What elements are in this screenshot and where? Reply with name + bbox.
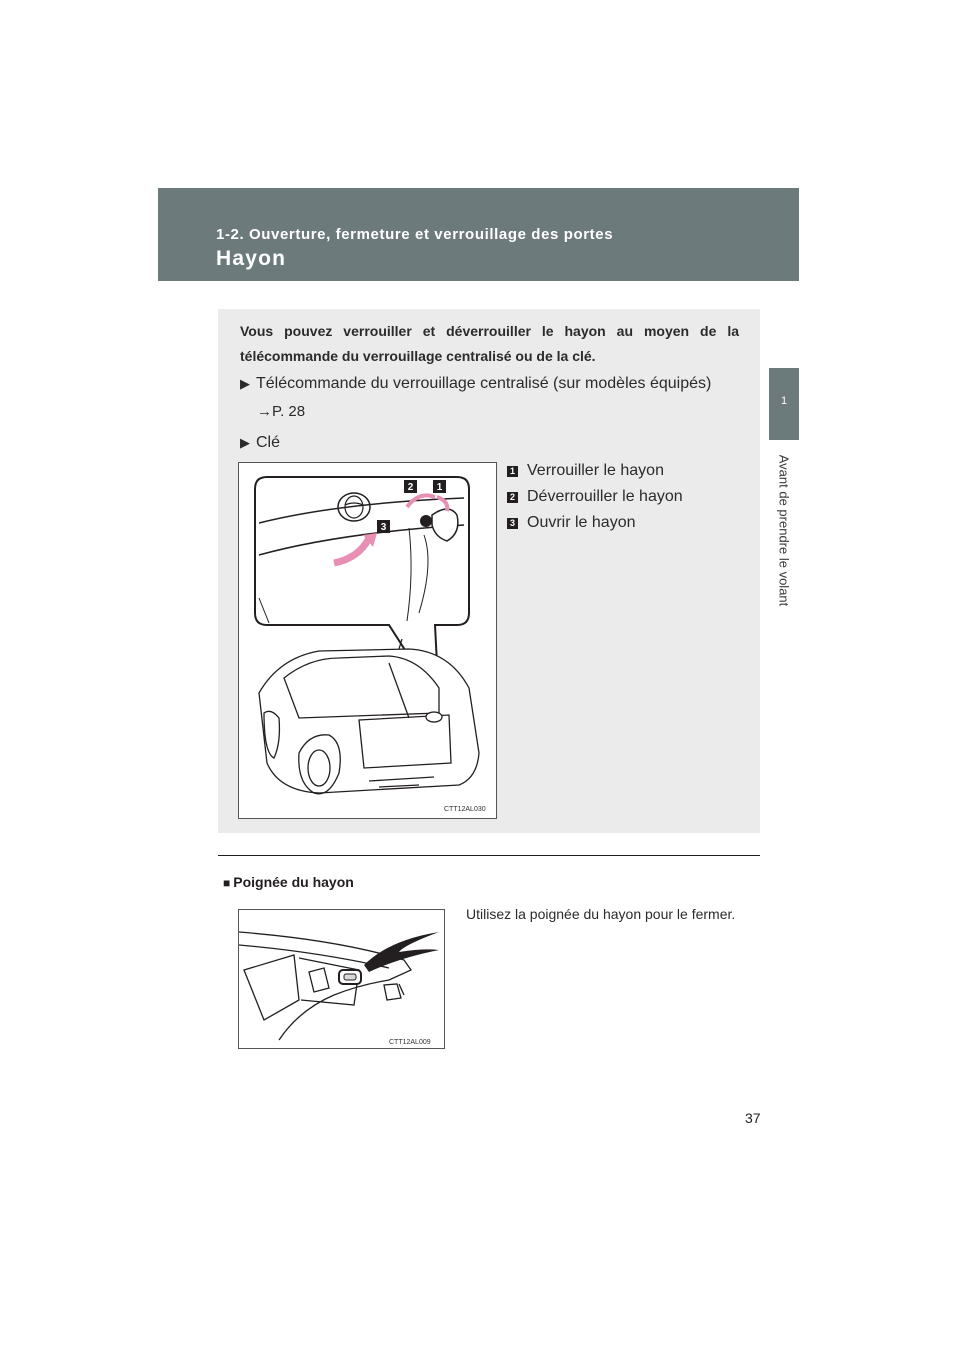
chapter-number: 1 (780, 395, 788, 407)
bullet-remote (240, 375, 711, 393)
hatch-key-svg (239, 463, 496, 818)
figure-code: CTT12AL030 (444, 806, 486, 813)
number-badge: 1 (507, 466, 518, 477)
subsection-heading (223, 874, 354, 890)
section-title: 1-2. Ouverture, fermeture et verrouillage des portes (216, 226, 614, 243)
legend-text: Verrouiller le hayon (527, 462, 664, 479)
figure2-code: CTT12AL009 (389, 1039, 431, 1046)
section-header (158, 188, 799, 281)
hatch-key-illustration (238, 462, 497, 819)
callout-3: 3 (380, 522, 387, 533)
legend-text: Déverrouiller le hayon (527, 488, 683, 505)
right-triangle-icon: ▶ (240, 435, 250, 450)
number-badge: 3 (507, 518, 518, 529)
bullet-key-text: Clé (256, 434, 281, 451)
lock-cylinder-icon (420, 515, 432, 527)
intro-paragraph: Vous pouvez verrouiller et déverrouiller le hayon au moyen de la télécommande du verrouillage centralisé ou de la clé. (240, 323, 739, 364)
bullet-remote-text: Télécommande du verrouillage centralisé (sur modèles équipés) (256, 375, 712, 392)
page-title: Hayon (216, 247, 287, 270)
hatch-handle-svg (239, 910, 444, 1048)
chapter-tab (769, 368, 799, 440)
car-illustration (259, 639, 479, 794)
handle-description: Utilisez la poignée du hayon pour le fermer. (466, 906, 736, 922)
hatch-handle-illustration (238, 909, 445, 1049)
callout-1: 1 (436, 482, 443, 493)
callout-2: 2 (407, 482, 414, 493)
legend-item-lock (507, 462, 664, 480)
bullet-key (240, 434, 280, 452)
legend-item-open (507, 514, 636, 532)
handle-bracket-icon (309, 968, 329, 992)
square-marker-icon: ■ (223, 876, 231, 890)
page-number: 37 (745, 1110, 761, 1126)
legend-item-unlock (507, 488, 683, 506)
right-triangle-icon: ▶ (240, 376, 250, 391)
subsection-title: Poignée du hayon (233, 874, 354, 890)
number-badge: 2 (507, 492, 518, 503)
legend-text: Ouvrir le hayon (527, 514, 636, 531)
chapter-title: Avant de prendre le volant (776, 454, 792, 606)
section-divider (218, 855, 760, 856)
page-reference: →P. 28 (257, 403, 306, 420)
